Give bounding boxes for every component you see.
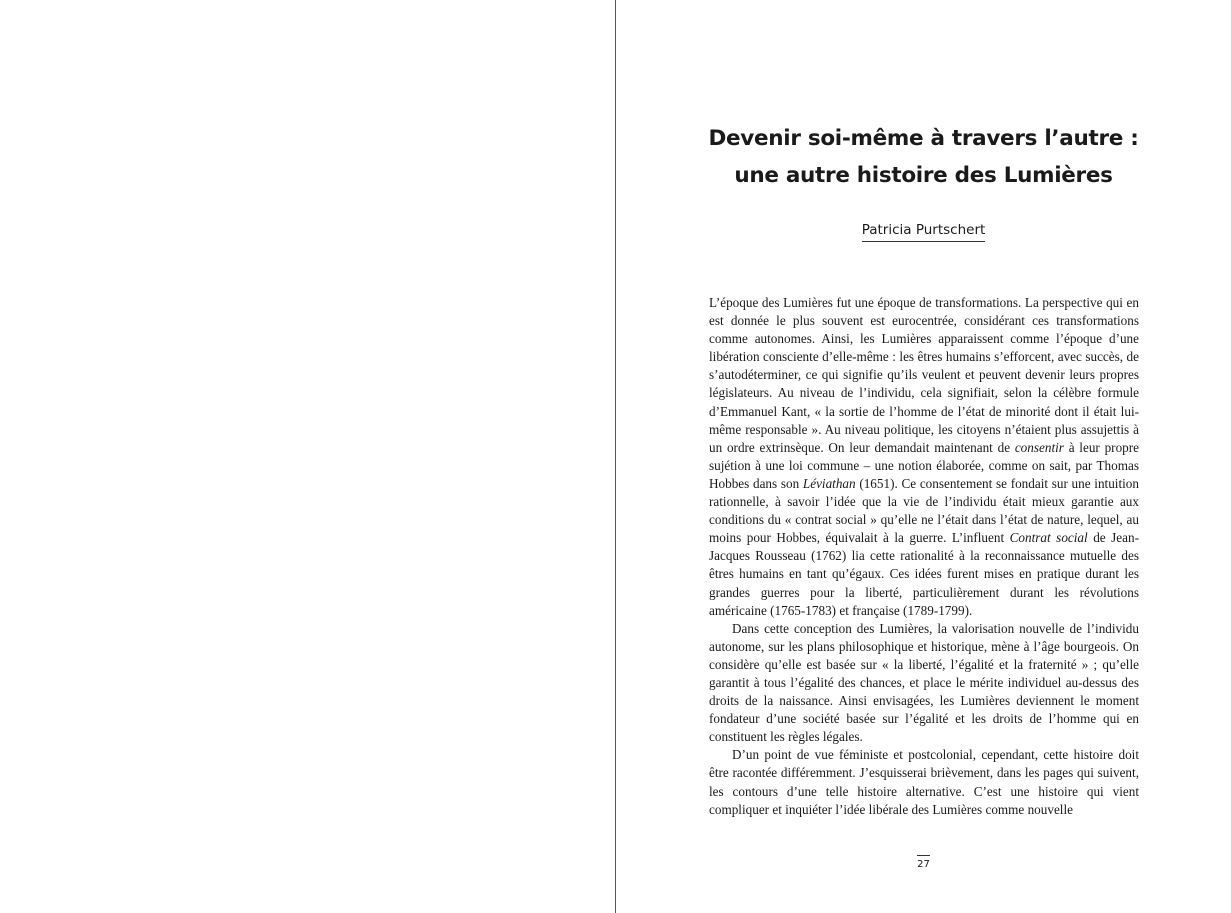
paragraph-2: Dans cette conception des Lumières, la valorisation nouvelle de l’individu autonome, sur les plans philosophique et historique, mène à l’âge bourgeois. On considère qu’elle est basée sur « la liberté, l’égalité et la fraternité » ; qu’elle garantit à tous l’égalité des chances, et place le mérite individuel au-dessus des droits de la naissance. Ainsi envisagées, les Lumières deviennent le moment fondateur d’une société basée sur l’égalité et les droits de l’homme qui en constituent les règles légales. [709, 620, 1139, 745]
paragraph-3: D’un point de vue féministe et postcolonial, cependant, cette histoire doit être racontée différemment. J’esquisserai brièvement, dans les pages qui suivent, les contours d’une telle histoire alternative. C’est une histoire qui vient compliquer et inquiéter l’idée libérale des Lumières comme nouvelle [709, 747, 1139, 817]
chapter-author [616, 220, 1231, 242]
paragraph-1-part-d: de Jean-Jacques Rousseau (1762) lia cette rationalité à la reconnaissance mutuelle des êtres humains en tant qu’égaux. Ces idées furent mises en pratique durant les grandes guerres pour la liberté, particulièrement durant les révolutions américaine (1765-1783) et française (1789-1799). [709, 530, 1139, 618]
page-number [616, 855, 1231, 870]
page-number-text: 27 [917, 855, 930, 870]
paragraph-1-part-c: (1651). Ce consentement se fondait sur une intuition rationnelle, à savoir l’idée que la vie de l’individu était mieux garantie aux conditions du « contrat social » qu’elle ne l’était dans l’état de nature, lequel, au moins pour Hobbes, équivalait à la guerre. L’influent [709, 475, 1139, 546]
paragraph-1 [709, 294, 1139, 620]
author-name: Patricia Purtschert [862, 220, 986, 242]
chapter-title-line-2: une autre histoire des Lumières [734, 163, 1113, 188]
italic-contrat-social: Contrat social [1009, 530, 1088, 546]
italic-leviathan: Léviathan [802, 475, 856, 491]
right-page [616, 0, 1231, 913]
paragraph-1-part-a: L’époque des Lumières fut une époque de transformations. La perspective qui en est donnée le plus souvent est eurocentrée, considérant ces transformations comme autonomes. Ainsi, les Lumières apparaissent comme l’époque d’une libération consciente d’elle-même : les êtres humains s’efforcent, avec succès, de s’autodéterminer, ce qui signifie qu’ils veulent et peuvent devenir leurs propres législateurs. Au niveau de l’individu, cela signifiait, selon la célèbre formule d’Emmanuel Kant, « la sortie de l’homme de l’état de minorité dont il était lui-même responsable ». Au niveau politique, les citoyens n’étaient plus assujettis à un ordre extrinsèque. On leur demandait maintenant de [709, 295, 1139, 455]
left-page-blank [0, 0, 615, 913]
chapter-title-line-1: Devenir soi-même à travers l’autre : [708, 126, 1139, 151]
body-text [709, 294, 1139, 819]
italic-consentir: consentir [1014, 439, 1064, 455]
paragraph-1-part-b: à leur propre sujétion à une loi commune – une notion élaborée, comme on sait, par Thomas Hobbes dans son [709, 439, 1139, 491]
chapter-title [616, 120, 1231, 194]
